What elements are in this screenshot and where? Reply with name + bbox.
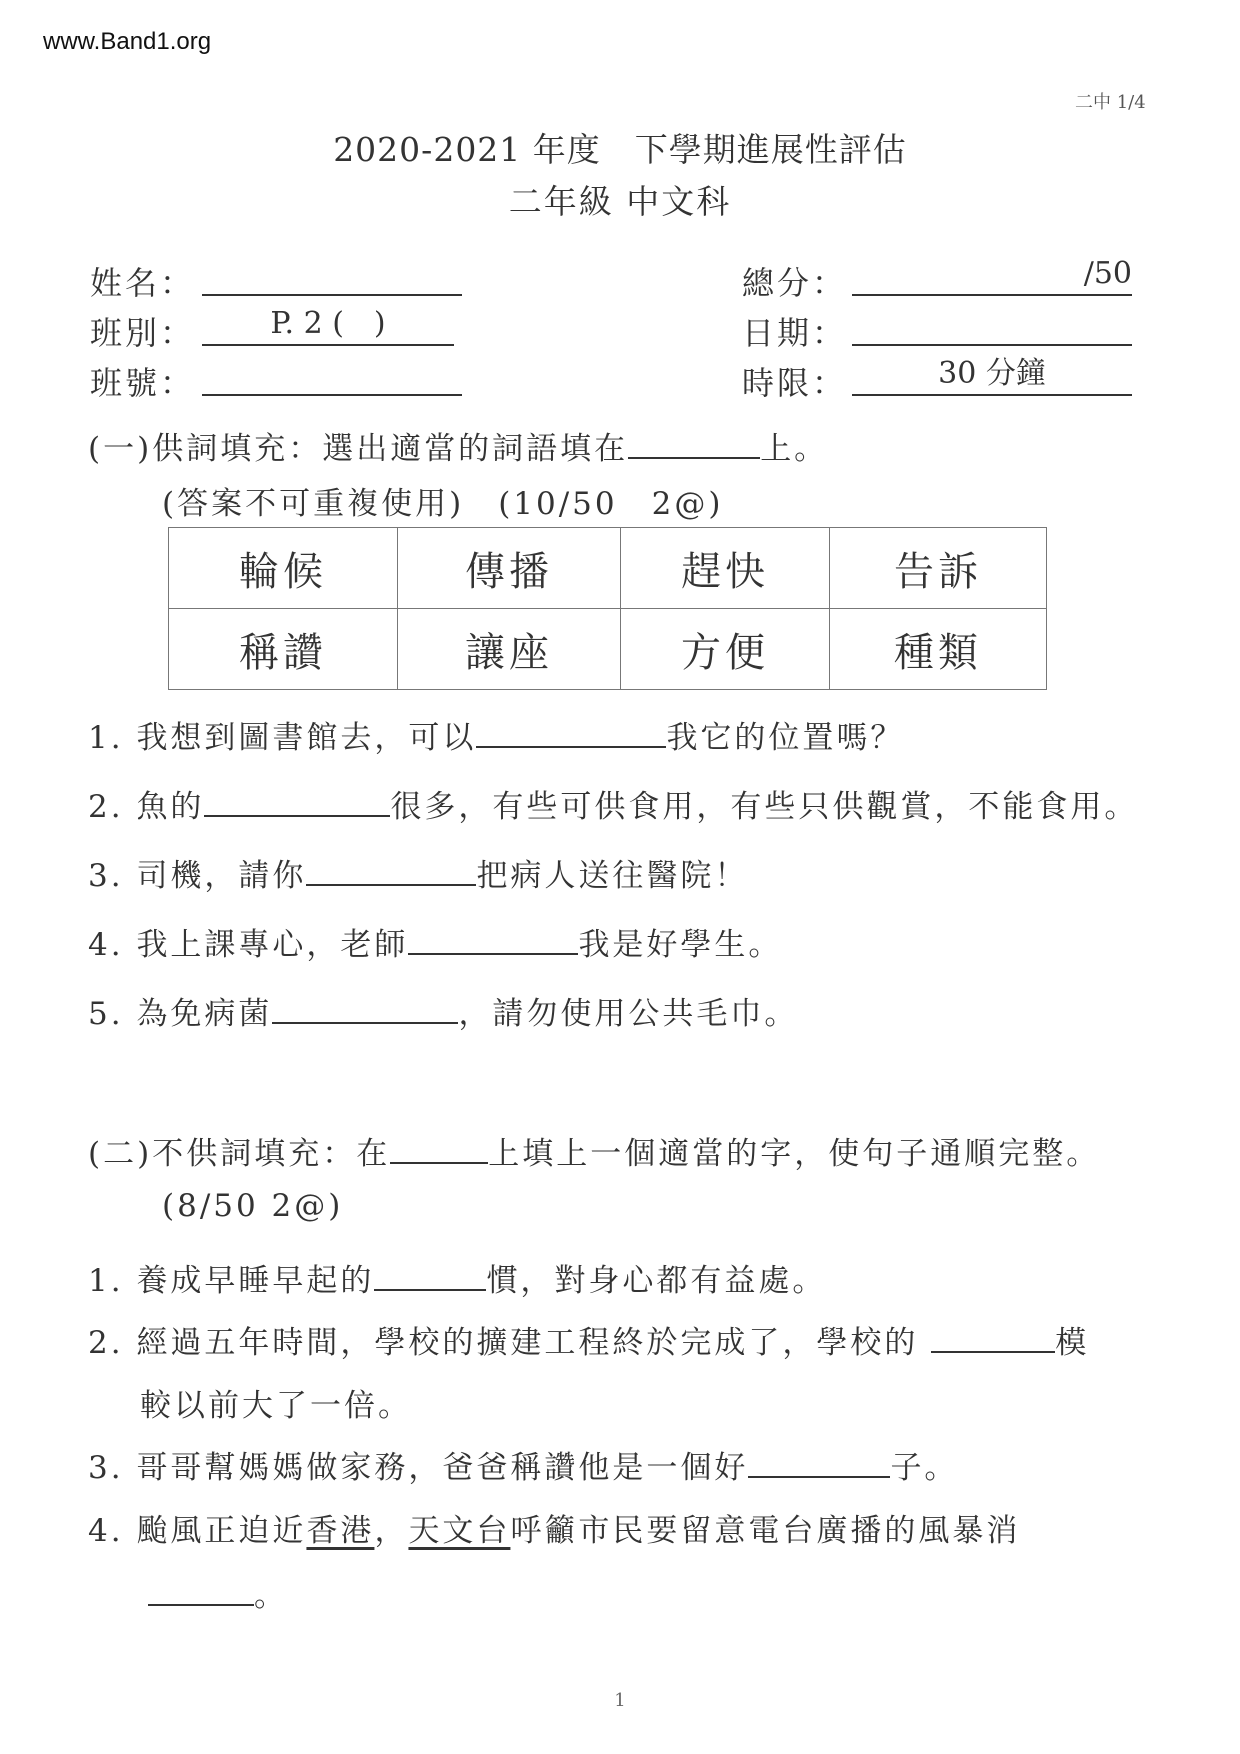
question-text: 我想到圖書館去，可以 bbox=[136, 720, 477, 756]
question-1-4 bbox=[88, 919, 782, 964]
question-2-2 bbox=[88, 1317, 1089, 1362]
page-reference: 二中 1/4 bbox=[1075, 92, 1146, 113]
word-bank-cell: 傳播 bbox=[398, 528, 621, 609]
question-1-1 bbox=[88, 712, 904, 757]
answer-blank[interactable] bbox=[374, 1261, 486, 1291]
section2-note: (8/50 2@) bbox=[162, 1188, 344, 1224]
answer-blank[interactable] bbox=[748, 1448, 890, 1478]
question-2-4 bbox=[88, 1505, 1020, 1550]
sample-blank bbox=[390, 1134, 488, 1164]
section2-heading bbox=[88, 1128, 1100, 1173]
question-text: 子。 bbox=[890, 1450, 959, 1486]
time-label: 時限： bbox=[742, 364, 848, 402]
date-field[interactable] bbox=[852, 304, 1132, 346]
score-label: 總分： bbox=[742, 264, 848, 302]
class-field[interactable]: P. 2 ( ) bbox=[202, 304, 454, 346]
question-text: 慣，對身心都有益處。 bbox=[486, 1263, 827, 1299]
section1-heading-end: 上。 bbox=[760, 431, 829, 467]
question-number: 5. bbox=[88, 996, 124, 1032]
page-subtitle: 二年級 中文科 bbox=[508, 182, 732, 221]
question-2-4-continued bbox=[148, 1570, 288, 1615]
question-1-2 bbox=[88, 781, 1138, 826]
number-label: 班號： bbox=[90, 364, 196, 402]
word-bank-cell: 種類 bbox=[830, 609, 1047, 690]
word-bank-row bbox=[169, 528, 1047, 609]
answer-blank[interactable] bbox=[148, 1576, 254, 1606]
time-field: 30 分鐘 bbox=[852, 354, 1132, 396]
question-text: 養成早睡早起的 bbox=[136, 1263, 375, 1299]
number-field[interactable] bbox=[202, 354, 462, 396]
question-2-1 bbox=[88, 1255, 826, 1300]
question-number: 1. bbox=[88, 1263, 124, 1299]
section2-heading-text: (二)不供詞填充：在 bbox=[88, 1136, 391, 1172]
question-text: 模 bbox=[1055, 1325, 1090, 1361]
name-field[interactable] bbox=[202, 254, 462, 296]
question-text: 把病人送往醫院！ bbox=[476, 858, 749, 894]
question-number: 2. bbox=[88, 1325, 124, 1361]
score-field[interactable]: /50 bbox=[852, 254, 1132, 296]
underlined-organization-name: 天文台 bbox=[408, 1513, 511, 1549]
question-text: 我它的位置嗎？ bbox=[666, 720, 905, 756]
word-bank-row bbox=[169, 609, 1047, 690]
answer-blank[interactable] bbox=[476, 718, 666, 748]
question-2-3 bbox=[88, 1442, 958, 1487]
page-number: 1 bbox=[614, 1690, 626, 1711]
question-text: ， bbox=[374, 1513, 409, 1549]
section1-heading-text: (一)供詞填充：選出適當的詞語填在 bbox=[88, 431, 629, 467]
section1-note: (答案不可重複使用) (10/50 2@) bbox=[162, 486, 724, 522]
class-label: 班別： bbox=[90, 314, 196, 352]
question-text: 很多，有些可供食用，有些只供觀賞，不能食用。 bbox=[390, 789, 1139, 825]
word-bank-cell: 告訴 bbox=[830, 528, 1047, 609]
word-bank-cell: 趕快 bbox=[621, 528, 830, 609]
question-text: 颱風正迫近 bbox=[136, 1513, 307, 1549]
question-text: 我上課專心，老師 bbox=[136, 927, 409, 963]
section2-heading-end: 上填上一個適當的字，使句子通順完整。 bbox=[488, 1136, 1101, 1172]
question-number: 3. bbox=[88, 858, 124, 894]
name-label: 姓名： bbox=[90, 264, 196, 302]
question-text: ，請勿使用公共毛巾。 bbox=[458, 996, 799, 1032]
question-text: 司機，請你 bbox=[136, 858, 307, 894]
word-bank-cell: 稱讚 bbox=[169, 609, 398, 690]
question-number: 1. bbox=[88, 720, 124, 756]
question-text: 魚的 bbox=[136, 789, 205, 825]
answer-blank[interactable] bbox=[931, 1323, 1055, 1353]
question-number: 3. bbox=[88, 1450, 124, 1486]
word-bank-cell: 讓座 bbox=[398, 609, 621, 690]
answer-blank[interactable] bbox=[306, 856, 476, 886]
question-2-2-continued: 較以前大了一倍。 bbox=[140, 1388, 412, 1424]
page-title: 2020-2021 年度 下學期進展性評估 bbox=[333, 130, 907, 169]
question-text: 為免病菌 bbox=[136, 996, 273, 1032]
question-number: 2. bbox=[88, 789, 124, 825]
question-text: 。 bbox=[254, 1578, 288, 1614]
underlined-place-name: 香港 bbox=[306, 1513, 375, 1549]
question-text: 哥哥幫媽媽做家務，爸爸稱讚他是一個好 bbox=[136, 1450, 749, 1486]
section1-heading bbox=[88, 423, 828, 468]
question-text: 經過五年時間，學校的擴建工程終於完成了，學校的 bbox=[136, 1325, 919, 1361]
word-bank-cell: 輪候 bbox=[169, 528, 398, 609]
date-label: 日期： bbox=[742, 314, 848, 352]
site-watermark: www.Band1.org bbox=[43, 28, 212, 55]
word-bank-cell: 方便 bbox=[621, 609, 830, 690]
question-1-5 bbox=[88, 988, 798, 1033]
question-number: 4. bbox=[88, 1513, 124, 1549]
question-text: 我是好學生。 bbox=[578, 927, 783, 963]
question-1-3 bbox=[88, 850, 748, 895]
question-text: 呼籲市民要留意電台廣播的風暴消 bbox=[510, 1513, 1021, 1549]
word-bank-table bbox=[168, 527, 1047, 690]
answer-blank[interactable] bbox=[272, 994, 458, 1024]
answer-blank[interactable] bbox=[204, 787, 390, 817]
answer-blank[interactable] bbox=[408, 925, 578, 955]
sample-blank bbox=[628, 429, 760, 459]
question-number: 4. bbox=[88, 927, 124, 963]
